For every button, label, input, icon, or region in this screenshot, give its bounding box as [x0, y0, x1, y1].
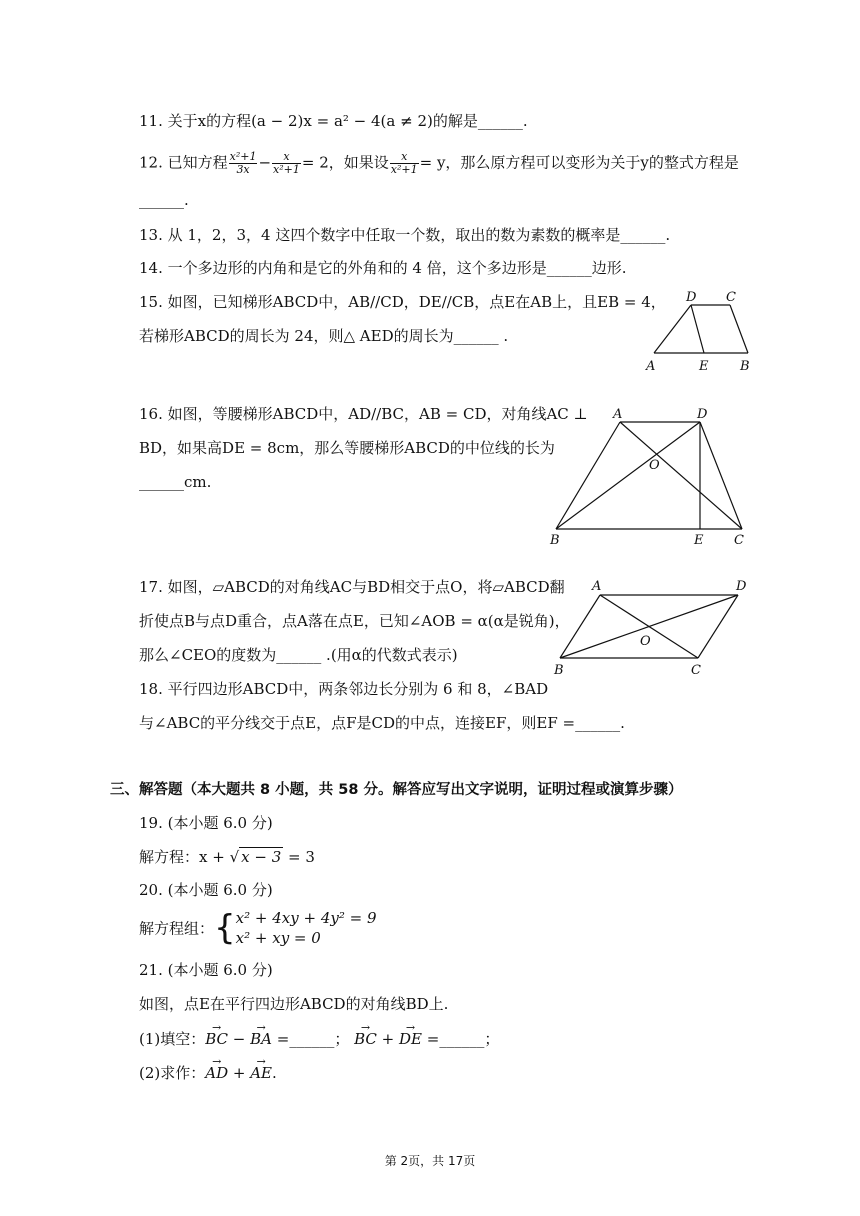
- question-15-line1: 15. 如图，已知梯形ABCD中，AB//CD，DE//CB，点E在AB上，且EB = 4，: [139, 293, 666, 311]
- fig15-label-c: C: [726, 290, 736, 305]
- q21-op2: +: [376, 1030, 399, 1048]
- fig16-label-o: O: [649, 458, 660, 473]
- fig17-label-o: O: [640, 634, 651, 649]
- q19-radicand: x − 3: [241, 848, 282, 866]
- vector-bc-2: → BC: [354, 1029, 377, 1049]
- q20-eq1: x² + 4xy + 4y² = 9: [235, 909, 377, 927]
- q12-fraction-3: $\frac{x}{\text{x²+1}}$: [390, 150, 418, 176]
- question-21-part2: [139, 1063, 277, 1083]
- vector-ba: → BA: [250, 1029, 272, 1049]
- q12-text-a: 12. 已知方程: [139, 153, 228, 172]
- q12-fraction-1: $\frac{\text{x²+1}}{3x}$: [229, 150, 257, 176]
- question-18-line1: 18. 平行四边形ABCD中，两条邻边长分别为 6 和 8，∠BAD: [139, 680, 549, 698]
- q20-eq2: x² + xy = 0: [235, 929, 321, 947]
- question-17-line2: 折使点B与点D重合，点A落在点E，已知∠AOB = α(α是锐角)，: [139, 612, 570, 630]
- figure-16-isosceles-trapezoid: [540, 400, 760, 550]
- question-19-equation: [139, 847, 315, 867]
- fig15-label-b: B: [740, 359, 750, 374]
- fig16-label-c: C: [734, 533, 744, 548]
- fig15-label-d: D: [686, 290, 697, 305]
- question-14: 14. 一个多边形的内角和是它的外角和的 4 倍，这个多边形是______边形.: [139, 259, 627, 277]
- question-11: 11. 关于x的方程(a − 2)x = a² − 4(a ≠ 2)的解是______.: [139, 112, 528, 130]
- q21-part1-prefix: (1)填空：: [139, 1030, 206, 1048]
- fig16-label-e: E: [694, 533, 704, 548]
- fig16-label-b: B: [550, 533, 560, 548]
- fig17-label-b: B: [554, 663, 564, 678]
- fig16-label-d: D: [697, 407, 708, 422]
- q12-blank-line: ______.: [139, 191, 189, 209]
- q21-blank-2: =______；: [421, 1030, 500, 1048]
- question-21-part1: [139, 1029, 499, 1049]
- question-16-line3: ______cm.: [139, 473, 212, 491]
- left-brace: {: [214, 908, 236, 948]
- vector-ad: → AD: [205, 1063, 228, 1083]
- fig16-label-a: A: [613, 407, 623, 422]
- q12-minus: −: [258, 153, 272, 172]
- q20-prefix: 解方程组：: [139, 919, 215, 938]
- question-17-line3: 那么∠CEO的度数为______ .(用α的代数式表示): [139, 646, 458, 664]
- question-17-line1: 17. 如图，▱ABCD的对角线AC与BD相交于点O，将▱ABCD翻: [139, 578, 565, 596]
- q12-text-c: = y，那么原方程可以变形为关于y的整式方程是: [419, 153, 739, 172]
- question-16-line2: BD，如果高DE = 8cm，那么等腰梯形ABCD的中位线的长为: [139, 439, 555, 457]
- question-20-system: [139, 908, 377, 948]
- fig15-label-a: A: [646, 359, 656, 374]
- q21-op1: −: [228, 1030, 251, 1048]
- q21-part2-prefix: (2)求作：: [139, 1064, 206, 1082]
- question-12: [139, 151, 739, 176]
- q21-part2-end: .: [272, 1064, 277, 1082]
- question-16-line1: 16. 如图，等腰梯形ABCD中，AD//BC，AB = CD，对角线AC ⊥: [139, 405, 588, 423]
- q20-equations: [236, 908, 377, 948]
- vector-de: → DE: [399, 1029, 422, 1049]
- question-18-line2: 与∠ABC的平分线交于点E，点F是CD的中点，连接EF，则EF =______.: [139, 714, 625, 732]
- vector-ae: → AE: [250, 1063, 272, 1083]
- question-15-line2: 若梯形ABCD的周长为 24，则△ AED的周长为______ .: [139, 327, 509, 345]
- fig17-label-a: A: [592, 579, 602, 594]
- q19-suffix: = 3: [283, 848, 315, 866]
- vector-bc: → BC: [205, 1029, 228, 1049]
- question-21-heading: 21. (本小题 6.0 分): [139, 961, 273, 979]
- question-20-heading: 20. (本小题 6.0 分): [139, 881, 273, 899]
- fig15-label-e: E: [699, 359, 709, 374]
- figure-17-parallelogram: [548, 576, 758, 680]
- q21-blank-1: =______；: [272, 1030, 355, 1048]
- q19-prefix: 解方程：x +: [139, 848, 230, 866]
- page-footer: 第 2页，共 17页: [384, 1154, 476, 1168]
- question-19-heading: 19. (本小题 6.0 分): [139, 814, 273, 832]
- figure-15-trapezoid: [640, 285, 760, 377]
- q12-fraction-2: $\frac{x}{\text{x²+1}}$: [273, 150, 300, 176]
- sqrt-symbol: √: [229, 848, 240, 866]
- q12-text-b: = 2，如果设: [301, 153, 389, 172]
- question-13: 13. 从 1，2，3，4 这四个数字中任取一个数，取出的数为素数的概率是______.: [139, 226, 671, 244]
- fig17-label-d: D: [736, 579, 747, 594]
- section-3-heading: 三、解答题（本大题共 8 小题，共 58 分。解答应写出文字说明，证明过程或演算步骤）: [110, 782, 683, 798]
- q21-op3: +: [228, 1064, 251, 1082]
- fig17-label-c: C: [691, 663, 701, 678]
- question-21-statement: 如图，点E在平行四边形ABCD的对角线BD上.: [139, 995, 449, 1013]
